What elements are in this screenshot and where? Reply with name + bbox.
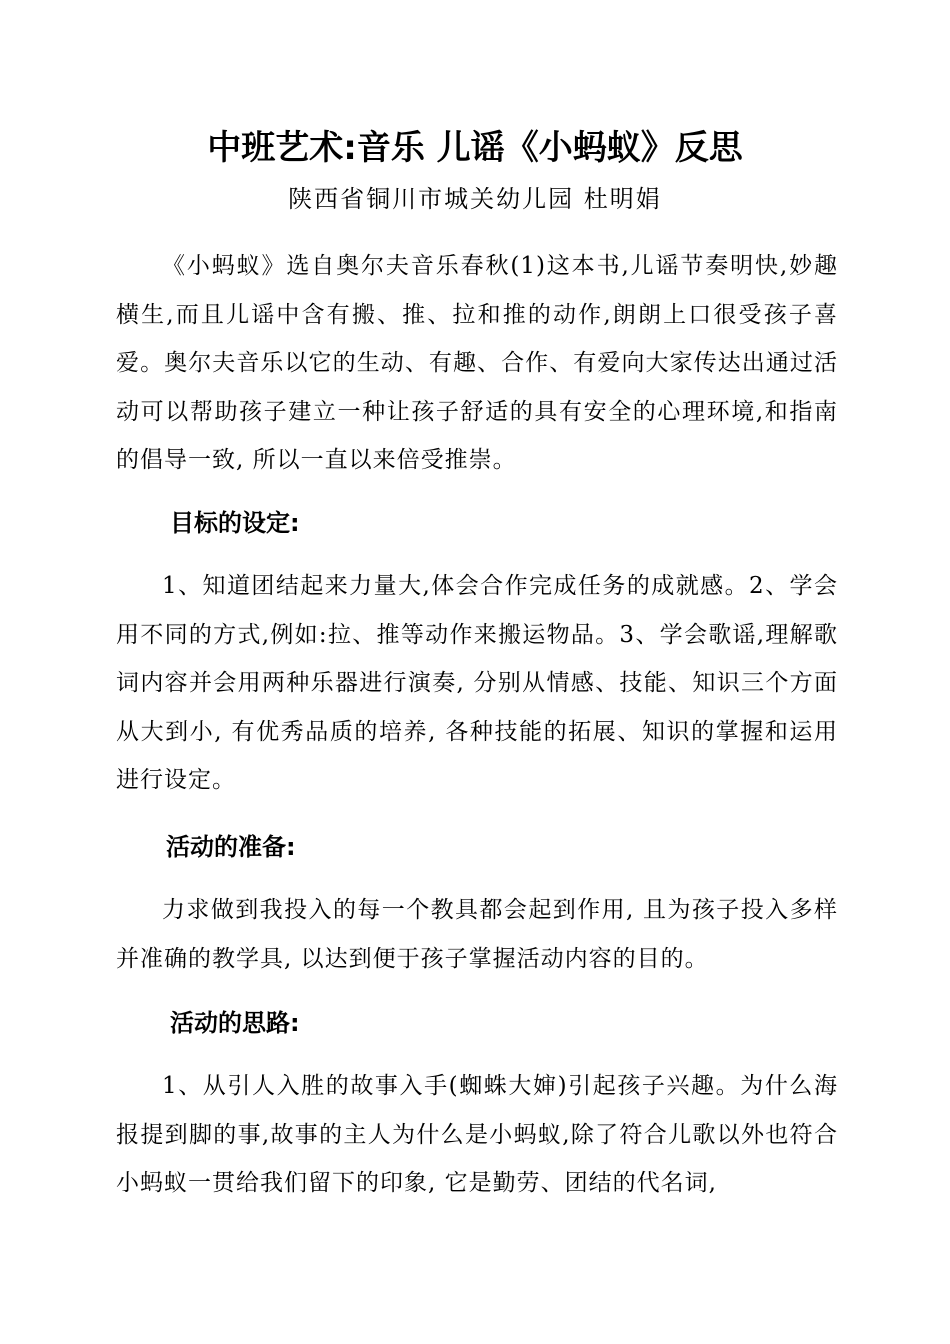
author-line: 陕西省铜川市城关幼儿园 杜明娟 [288,185,662,213]
section-body-preparation: 力求做到我投入的每一个教具都会起到作用, 且为孩子投入多样并准确的教学具, 以达到便于孩子掌握活动内容的目的。 [116,897,838,972]
section-body-goals: 1、知道团结起来力量大,体会合作完成任务的成就感。2、学会用不同的方式,例如:拉、推等动作来搬运物品。3、学会歌谣,理解歌词内容并会用两种乐器进行演奏, 分别从情感、技能、知识三个方面从大到小, 有优秀品质的培养, 各种技能的拓展、知识的掌握和运用进行设定。 [116,573,838,794]
intro-paragraph: 《小蚂蚁》选自奥尔夫音乐春秋(1)这本书,儿谣节奏明快,妙趣横生,而且儿谣中含有搬、推、拉和推的动作,朗朗上口很受孩子喜爱。奥尔夫音乐以它的生动、有趣、合作、有爱向大家传达出通过活动可以帮助孩子建立一种让孩子舒适的具有安全的心理环境,和指南的倡导一致, 所以一直以来倍受推崇。 [116,253,838,474]
section-heading-preparation: 活动的准备: [166,833,296,861]
section-heading-approach: 活动的思路: [170,1009,300,1037]
section-body-approach: 1、从引人入胜的故事入手(蜘蛛大婶)引起孩子兴趣。为什么海报提到脚的事,故事的主人为什么是小蚂蚁,除了符合儿歌以外也符合小蚂蚁一贯给我们留下的印象, 它是勤劳、团结的代名词, [116,1073,838,1197]
section-heading-goals: 目标的设定: [170,509,300,537]
document-title: 中班艺术:音乐 儿谣《小蚂蚁》反思 [207,128,743,168]
